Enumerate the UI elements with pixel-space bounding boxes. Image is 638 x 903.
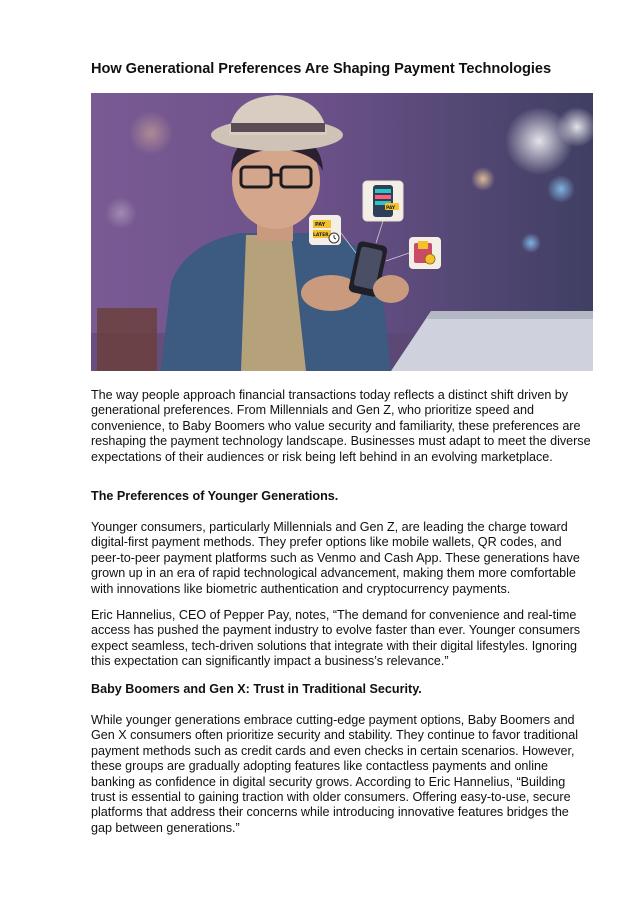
svg-text:PAY: PAY xyxy=(315,222,326,228)
section1-paragraph-1: Younger consumers, particularly Millennials and Gen Z, are leading the charge toward digital-first payment methods. They prefer options like mobile wallets, QR codes, and peer-to-peer payment platforms such as Venmo and Cash App. These generations have grown up in an era of rapid technological advancement, making them more comfortable with innovations like biometric authentication and cryptocurrency payments. xyxy=(91,520,580,596)
hero-illustration xyxy=(91,93,593,371)
section-heading-younger-generations: The Preferences of Younger Generations. xyxy=(91,489,339,503)
section1-paragraph-2: Eric Hannelius, CEO of Pepper Pay, notes, “The demand for convenience and real-time access has pushed the payment industry to evolve faster than ever. Younger consumers expect seamless, tech-driven solutions that integrate with their digital lifestyles. Ignoring this expectation can significantly impact a business’s relevance.” xyxy=(91,608,581,669)
svg-text:PAY: PAY xyxy=(386,206,396,211)
hero-image xyxy=(91,93,593,371)
section-heading-baby-boomers-gen-x: Baby Boomers and Gen X: Trust in Traditional Security. xyxy=(91,682,422,696)
mobile-payment-icon xyxy=(363,181,403,221)
svg-text:LATER: LATER xyxy=(313,233,329,238)
pay-later-icon xyxy=(309,215,341,245)
section2-paragraph-1: While younger generations embrace cutting-edge payment options, Baby Boomers and Gen X consumers often prioritize security and stability. They continue to favor traditional payment methods such as credit cards and even checks in certain scenarios. However, these groups are gradually adopting features like contactless payments and online banking as confidence in digital security grows. According to Eric Hannelius, “Building trust is essential to gaining traction with older consumers. Offering easy-to-use, secure platforms that address their concerns while introducing innovative features bridges the gap between generations.” xyxy=(91,713,579,835)
wallet-icon xyxy=(409,237,441,269)
intro-paragraph: The way people approach financial transactions today reflects a distinct shift driven by generational preferences. From Millennials and Gen Z, who prioritize speed and convenience, to Baby Boomers who value security and familiarity, these preferences are reshaping the payment technology landscape. Businesses must adapt to meet the diverse expectations of their audiences or risk being left behind in an evolving marketplace. xyxy=(91,388,591,464)
article-title: How Generational Preferences Are Shaping Payment Technologies xyxy=(91,61,552,77)
